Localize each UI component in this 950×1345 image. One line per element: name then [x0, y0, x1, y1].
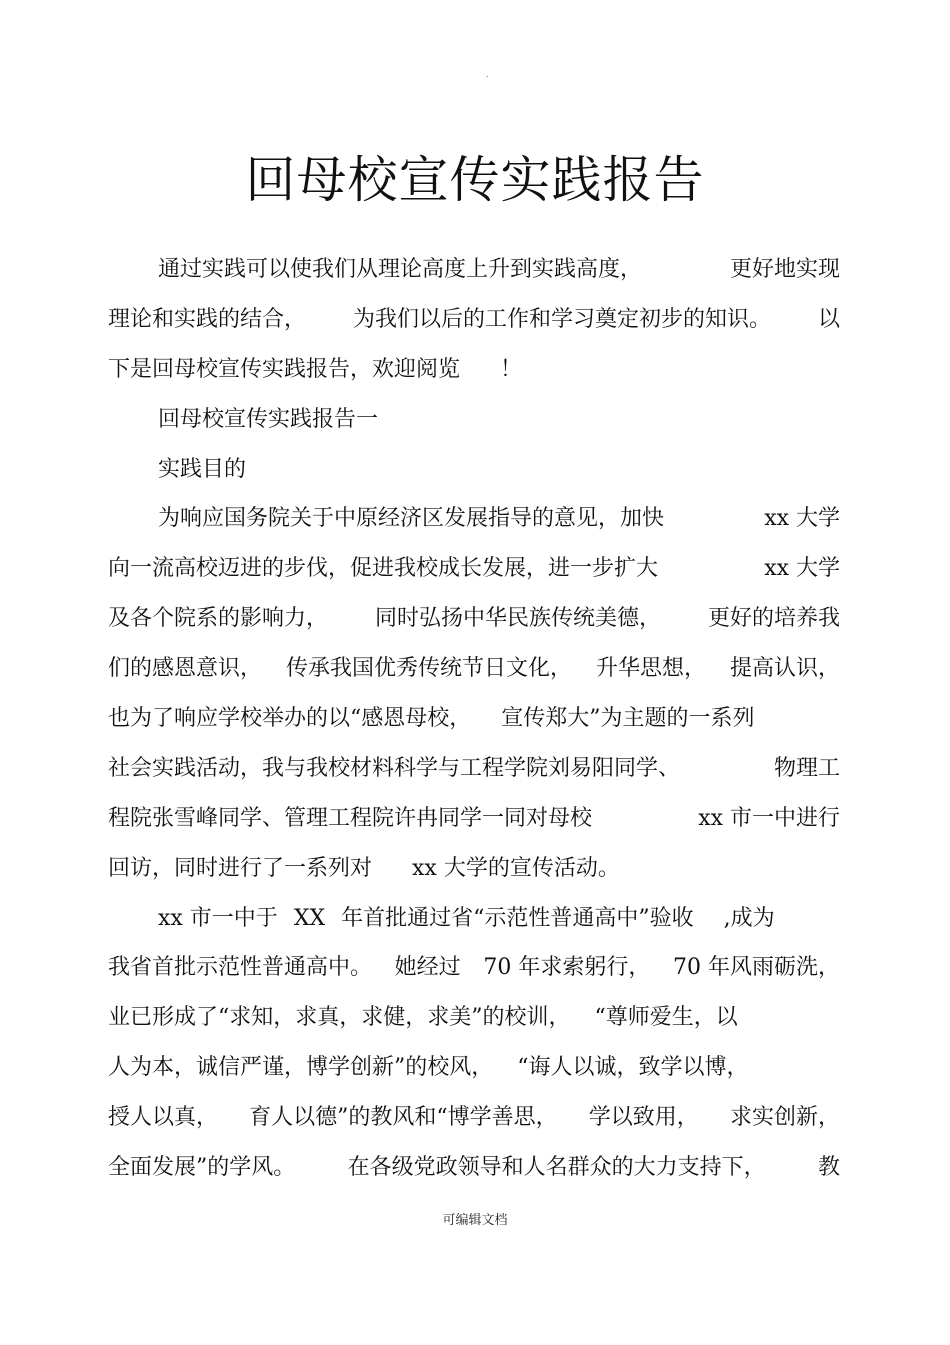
text-segment: 授人以真， — [108, 1105, 219, 1131]
text-segment: 向一流高校迈进的步伐，促进我校成长发展，进一步扩大 — [108, 556, 659, 582]
text-segment: “诲人以诚，致学以博， — [517, 1055, 749, 1081]
text-segment: 70 年风雨砺洗， — [673, 955, 840, 981]
page-footer: 可编辑文档 — [442, 1213, 508, 1228]
text-segment: xx 市一中进行 — [698, 805, 840, 831]
text-segment: 全面发展”的学风。 — [108, 1155, 296, 1181]
text-segment: 物理工 — [773, 755, 840, 781]
text-segment: 她经过 — [394, 955, 461, 981]
text-segment: 及各个院系的影响力， — [108, 606, 329, 632]
text-line — [108, 943, 840, 993]
text-segment: 宣传郑大”为主题的一系列 — [501, 706, 755, 732]
text-segment: 育人以德”的教风和“博学善思， — [249, 1105, 558, 1131]
text-line — [108, 993, 840, 1043]
text-line — [108, 1043, 840, 1093]
text-segment: 为响应国务院关于中原经济区发展指导的意见，加快 — [158, 506, 665, 532]
text-segment: 同时弘扬中华民族传统美德， — [374, 606, 661, 632]
text-line — [108, 295, 840, 345]
text-segment: 下是回母校宣传实践报告，欢迎阅览 — [108, 356, 461, 382]
text-line — [108, 445, 840, 495]
text-segment: 理论和实践的结合， — [108, 306, 307, 332]
top-dot-mark: . — [486, 70, 489, 79]
text-segment: 年首批通过省“示范性普通高中”验收 — [341, 905, 694, 931]
text-line — [108, 744, 840, 794]
text-segment: 实践目的 — [158, 456, 247, 482]
text-segment: 70 年求索躬行， — [483, 955, 651, 981]
text-line — [108, 1143, 840, 1193]
text-segment: 求实创新， — [729, 1105, 840, 1131]
text-segment: 学以致用， — [588, 1105, 699, 1131]
text-segment: 以 — [817, 306, 840, 332]
text-line — [108, 894, 840, 944]
text-segment: 我省首批示范性普通高中。 — [108, 955, 373, 981]
text-segment: XX — [293, 905, 326, 931]
text-segment: 提高认识， — [729, 656, 840, 682]
text-line — [108, 794, 840, 844]
text-segment: 人为本，诚信严谨，博学创新”的校风， — [108, 1055, 494, 1081]
text-segment: “尊师爱生，以 — [594, 1005, 738, 1031]
text-segment: ,成为 — [723, 905, 775, 931]
text-line — [108, 644, 840, 694]
text-segment: 程院张雪峰同学、管理工程院许冉同学一同对母校 — [108, 805, 593, 831]
text-segment: 回母校宣传实践报告一 — [158, 406, 379, 432]
text-segment: xx 大学 — [764, 506, 840, 532]
text-segment: 更好的培养我 — [707, 606, 840, 632]
text-segment: 回访，同时进行了一系列对 — [108, 855, 373, 881]
text-segment: 升华思想， — [595, 656, 706, 682]
text-segment: 更好地实现 — [729, 257, 840, 282]
text-segment: xx 市一中于 — [158, 905, 278, 931]
text-line — [108, 1093, 840, 1143]
document-body — [108, 245, 840, 1193]
text-segment: 社会实践活动，我与我校材料科学与工程学院刘易阳同学、 — [108, 755, 681, 781]
text-segment: xx 大学 — [764, 556, 840, 582]
text-line — [108, 345, 840, 395]
text-segment: 传承我国优秀传统节日文化， — [285, 656, 572, 682]
text-segment: 教 — [817, 1155, 840, 1181]
text-line — [108, 494, 840, 544]
text-segment: 为我们以后的工作和学习奠定初步的知识。 — [352, 306, 771, 332]
text-segment: ！ — [500, 356, 523, 382]
text-line — [108, 395, 840, 445]
text-segment: 在各级党政领导和人名群众的大力支持下， — [347, 1155, 766, 1181]
text-line — [108, 245, 840, 295]
text-line — [108, 544, 840, 594]
text-segment: xx 大学的宣传活动。 — [412, 855, 620, 881]
text-segment: 也为了响应学校举办的以“感恩母校， — [108, 706, 472, 732]
text-segment: 业已形成了“求知，求真，求健，求美”的校训， — [108, 1005, 571, 1031]
text-segment: 们的感恩意识， — [108, 656, 263, 682]
text-line — [108, 594, 840, 644]
text-segment: 通过实践可以使我们从理论高度上升到实践高度， — [158, 257, 643, 282]
document-title: 回母校宣传实践报告 — [245, 151, 705, 209]
text-line — [108, 694, 840, 744]
text-line — [108, 844, 840, 894]
